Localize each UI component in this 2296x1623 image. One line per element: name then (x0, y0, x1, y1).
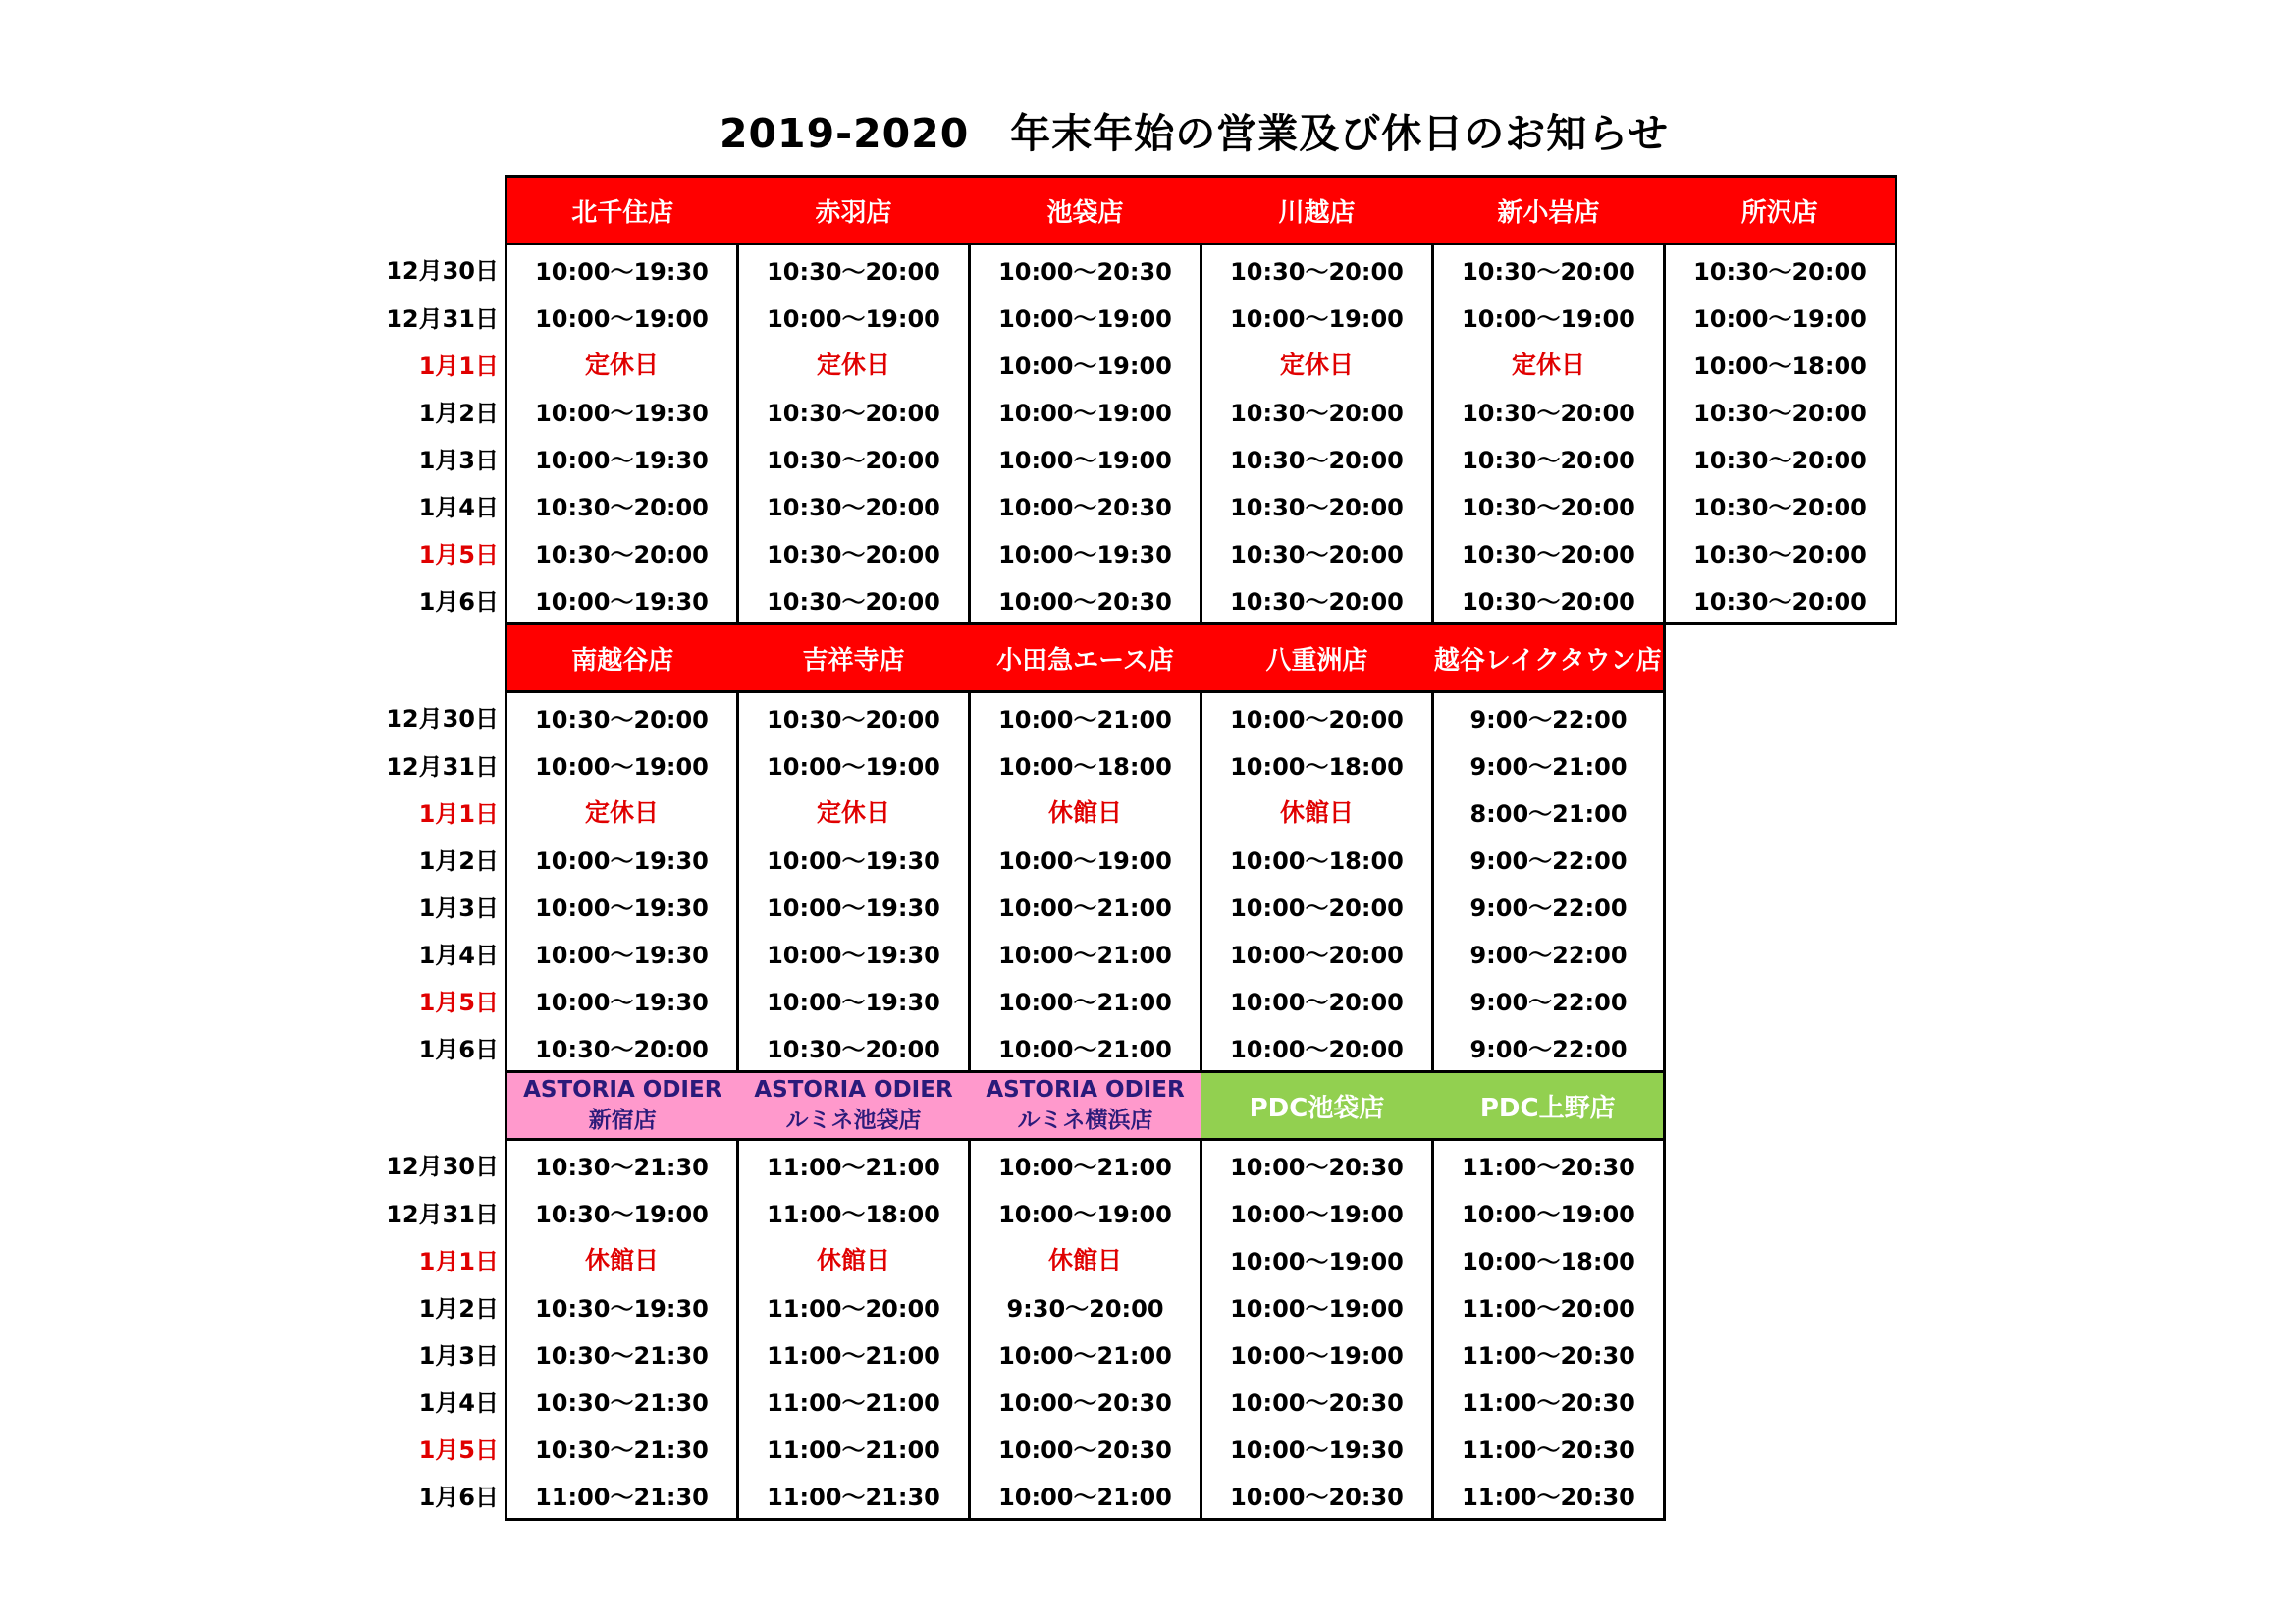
table-row (373, 1235, 1665, 1282)
date-label: 12月30日 (386, 1152, 499, 1180)
hours-cell: 11:00～20:30 (1433, 1329, 1665, 1377)
hours-cell: 10:00～21:00 (970, 882, 1201, 929)
hours-cell: 10:30～21:30 (507, 1377, 738, 1424)
hours-cell: 11:00～21:00 (738, 1424, 970, 1471)
store-header: PDC上野店 (1433, 1072, 1665, 1140)
hours-cell: 10:30～21:30 (507, 1424, 738, 1471)
table-row (373, 1424, 1665, 1471)
table-row (373, 293, 1896, 340)
hours-cell: 11:00～21:30 (738, 1471, 970, 1520)
date-label: 1月3日 (418, 446, 499, 474)
date-label: 1月4日 (418, 941, 499, 969)
store-header: 越谷レイクタウン店 (1433, 624, 1665, 692)
hours-cell: 定休日 (507, 787, 738, 835)
hours-cell: 10:00～19:00 (970, 1188, 1201, 1235)
hours-cell: 定休日 (1433, 340, 1665, 387)
hours-cell: 10:00～20:30 (1201, 1471, 1433, 1520)
hours-cell: 10:30～20:00 (1201, 244, 1433, 294)
hours-cell: 10:00～19:30 (507, 387, 738, 434)
store-header: ASTORIA ODIER 新宿店 (507, 1072, 738, 1140)
hours-cell: 10:00～19:00 (1433, 293, 1665, 340)
hours-cell: 10:30～20:00 (1665, 244, 1896, 294)
store-header: 池袋店 (970, 177, 1201, 244)
table-row (373, 1023, 1665, 1072)
hours-cell: 10:30～19:30 (507, 1282, 738, 1329)
hours-cell: 10:00～19:30 (507, 976, 738, 1023)
date-label: 1月4日 (418, 493, 499, 521)
hours-cell: 10:00～19:00 (1201, 1282, 1433, 1329)
date-label: 12月30日 (386, 704, 499, 732)
date-label: 1月5日 (418, 988, 499, 1016)
hours-cell: 11:00～20:00 (738, 1282, 970, 1329)
hours-cell: 10:30～20:00 (738, 692, 970, 741)
hours-cell: 10:00～19:00 (738, 740, 970, 787)
hours-cell: 10:00～20:30 (1201, 1140, 1433, 1189)
store-header: ASTORIA ODIER ルミネ横浜店 (970, 1072, 1201, 1140)
table-row (373, 976, 1665, 1023)
store-header: 川越店 (1201, 177, 1433, 244)
store-header: ASTORIA ODIER ルミネ池袋店 (738, 1072, 970, 1140)
hours-cell: 定休日 (738, 340, 970, 387)
hours-cell: 10:30～20:00 (738, 434, 970, 481)
hours-cell: 10:30～21:30 (507, 1140, 738, 1189)
hours-cell: 10:30～20:00 (1201, 528, 1433, 575)
hours-cell: 11:00～21:30 (507, 1471, 738, 1520)
table-row (373, 340, 1896, 387)
table-row (373, 882, 1665, 929)
table-row (373, 575, 1896, 624)
hours-cell: 10:30～20:00 (738, 575, 970, 624)
table-row (373, 1140, 1665, 1189)
table-row (373, 387, 1896, 434)
store-header: PDC池袋店 (1201, 1072, 1433, 1140)
hours-cell: 10:00～21:00 (970, 1471, 1201, 1520)
hours-cell: 10:00～19:00 (738, 293, 970, 340)
hours-cell: 9:00～22:00 (1433, 692, 1665, 741)
hours-cell: 10:30～20:00 (1665, 481, 1896, 528)
store-header: 北千住店 (507, 177, 738, 244)
table-row (373, 244, 1896, 294)
hours-cell: 10:00～19:00 (1201, 293, 1433, 340)
hours-cell: 10:00～21:00 (970, 929, 1201, 976)
table-row (373, 481, 1896, 528)
hours-cell: 10:00～19:00 (970, 434, 1201, 481)
hours-cell: 10:30～20:00 (507, 692, 738, 741)
hours-cell: 11:00～20:30 (1433, 1377, 1665, 1424)
hours-cell: 11:00～20:30 (1433, 1424, 1665, 1471)
hours-cell: 10:00～19:30 (738, 929, 970, 976)
hours-cell: 10:30～20:00 (1433, 244, 1665, 294)
table-row (373, 528, 1896, 575)
hours-cell: 休館日 (970, 787, 1201, 835)
hours-cell: 10:30～20:00 (738, 528, 970, 575)
store-header: 吉祥寺店 (738, 624, 970, 692)
hours-cell: 9:00～22:00 (1433, 976, 1665, 1023)
hours-cell: 10:00～20:30 (1201, 1377, 1433, 1424)
hours-cell: 休館日 (970, 1235, 1201, 1282)
hours-cell: 10:00～19:30 (507, 434, 738, 481)
hours-cell: 10:00～19:30 (738, 835, 970, 882)
store-header: 新小岩店 (1433, 177, 1665, 244)
store-header: 小田急エース店 (970, 624, 1201, 692)
hours-cell: 10:30～20:00 (1433, 434, 1665, 481)
hours-cell: 11:00～20:30 (1433, 1140, 1665, 1189)
hours-cell: 10:00～19:30 (507, 244, 738, 294)
hours-cell: 10:00～21:00 (970, 1023, 1201, 1072)
hours-cell: 8:00～21:00 (1433, 787, 1665, 835)
hours-cell: 10:00～19:00 (1433, 1188, 1665, 1235)
hours-cell: 10:00～20:30 (970, 1377, 1201, 1424)
hours-cell: 10:30～20:00 (1433, 481, 1665, 528)
hours-cell: 10:00～20:00 (1201, 976, 1433, 1023)
hours-cell: 11:00～21:00 (738, 1329, 970, 1377)
table-row (373, 1377, 1665, 1424)
hours-cell: 9:00～22:00 (1433, 882, 1665, 929)
table-row (373, 692, 1665, 741)
corner-blank (373, 1072, 507, 1140)
date-label: 1月2日 (418, 399, 499, 427)
hours-cell: 9:30～20:00 (970, 1282, 1201, 1329)
date-label: 12月31日 (386, 304, 499, 333)
hours-cell: 10:30～20:00 (738, 387, 970, 434)
hours-cell: 10:00～18:00 (1201, 835, 1433, 882)
hours-cell: 10:00～21:00 (970, 976, 1201, 1023)
hours-cell: 定休日 (738, 787, 970, 835)
date-label: 1月1日 (418, 1247, 499, 1275)
table-row (373, 434, 1896, 481)
hours-cell: 10:00～19:00 (1665, 293, 1896, 340)
hours-cell: 9:00～22:00 (1433, 929, 1665, 976)
date-label: 1月3日 (418, 893, 499, 922)
store-header: 赤羽店 (738, 177, 970, 244)
hours-cell: 10:30～19:00 (507, 1188, 738, 1235)
hours-cell: 10:30～20:00 (1201, 575, 1433, 624)
hours-cell: 10:30～20:00 (1665, 528, 1896, 575)
hours-cell: 10:00～20:30 (970, 575, 1201, 624)
hours-cell: 休館日 (507, 1235, 738, 1282)
hours-cell: 休館日 (738, 1235, 970, 1282)
hours-cell: 休館日 (1201, 787, 1433, 835)
hours-cell: 10:00～19:00 (507, 740, 738, 787)
page-title: 2019-2020 年末年始の営業及び休日のお知らせ (719, 110, 1669, 157)
hours-cell: 10:30～20:00 (1201, 434, 1433, 481)
hours-cell: 10:30～20:00 (1433, 387, 1665, 434)
date-label: 1月6日 (418, 588, 499, 617)
hours-cell: 10:00～18:00 (1433, 1235, 1665, 1282)
hours-cell: 10:00～21:00 (970, 1329, 1201, 1377)
hours-cell: 10:00～20:30 (970, 481, 1201, 528)
table-row (373, 1188, 1665, 1235)
hours-cell: 10:00～19:00 (970, 340, 1201, 387)
hours-cell: 10:30～20:00 (1665, 575, 1896, 624)
hours-cell: 10:00～19:00 (1201, 1235, 1433, 1282)
hours-cell: 10:30～20:00 (1665, 387, 1896, 434)
corner-blank (373, 624, 507, 692)
hours-cell: 10:00～19:00 (1201, 1329, 1433, 1377)
hours-cell: 10:00～19:00 (970, 387, 1201, 434)
date-label: 12月30日 (386, 256, 499, 285)
date-label: 12月31日 (386, 1200, 499, 1228)
hours-cell: 10:00～19:00 (970, 293, 1201, 340)
hours-cell: 10:30～20:00 (738, 481, 970, 528)
hours-cell: 10:00～19:30 (507, 929, 738, 976)
hours-cell: 10:00～19:00 (970, 835, 1201, 882)
schedule-table-2 (373, 622, 1666, 1073)
hours-cell: 10:00～20:30 (970, 1424, 1201, 1471)
schedule-table-1 (373, 175, 1897, 625)
table-row (373, 1329, 1665, 1377)
table-row (373, 835, 1665, 882)
hours-cell: 10:30～20:00 (1201, 481, 1433, 528)
store-header: 南越谷店 (507, 624, 738, 692)
hours-cell: 10:30～20:00 (1201, 387, 1433, 434)
hours-cell: 11:00～20:00 (1433, 1282, 1665, 1329)
hours-cell: 10:00～21:00 (970, 692, 1201, 741)
hours-cell: 10:00～20:00 (1201, 1023, 1433, 1072)
hours-cell: 10:00～20:00 (1201, 692, 1433, 741)
table-row (373, 1282, 1665, 1329)
date-label: 1月5日 (418, 540, 499, 568)
corner-blank (373, 177, 507, 244)
table-row (373, 929, 1665, 976)
hours-cell: 定休日 (507, 340, 738, 387)
hours-cell: 10:00～19:30 (970, 528, 1201, 575)
table-row (373, 740, 1665, 787)
date-label: 1月4日 (418, 1388, 499, 1417)
hours-cell: 10:30～20:00 (738, 1023, 970, 1072)
store-header: 所沢店 (1665, 177, 1896, 244)
hours-cell: 10:30～20:00 (507, 528, 738, 575)
hours-cell: 10:30～20:00 (1433, 528, 1665, 575)
hours-cell: 10:00～19:30 (738, 976, 970, 1023)
hours-cell: 10:00～18:00 (1665, 340, 1896, 387)
hours-cell: 10:00～21:00 (970, 1140, 1201, 1189)
date-label: 1月2日 (418, 1294, 499, 1323)
hours-cell: 11:00～21:00 (738, 1140, 970, 1189)
date-label: 1月1日 (418, 799, 499, 828)
hours-cell: 10:30～20:00 (507, 1023, 738, 1072)
hours-cell: 10:30～20:00 (1665, 434, 1896, 481)
hours-cell: 10:00～19:00 (507, 293, 738, 340)
date-label: 1月5日 (418, 1435, 499, 1464)
schedule-table-3 (373, 1070, 1666, 1521)
hours-cell: 10:00～18:00 (970, 740, 1201, 787)
date-label: 12月31日 (386, 752, 499, 781)
hours-cell: 10:30～20:00 (507, 481, 738, 528)
date-label: 1月2日 (418, 846, 499, 875)
date-label: 1月6日 (418, 1484, 499, 1512)
hours-cell: 11:00～21:00 (738, 1377, 970, 1424)
hours-cell: 9:00～21:00 (1433, 740, 1665, 787)
hours-cell: 10:00～19:00 (1201, 1188, 1433, 1235)
hours-cell: 10:00～19:30 (507, 882, 738, 929)
hours-cell: 定休日 (1201, 340, 1433, 387)
hours-cell: 10:00～18:00 (1201, 740, 1433, 787)
table-row (373, 1471, 1665, 1520)
hours-cell: 10:30～20:00 (738, 244, 970, 294)
hours-cell: 10:00～19:30 (738, 882, 970, 929)
hours-cell: 11:00～18:00 (738, 1188, 970, 1235)
hours-cell: 9:00～22:00 (1433, 835, 1665, 882)
hours-cell: 9:00～22:00 (1433, 1023, 1665, 1072)
hours-cell: 10:30～21:30 (507, 1329, 738, 1377)
store-header: 八重洲店 (1201, 624, 1433, 692)
table-row (373, 787, 1665, 835)
hours-cell: 10:00～20:00 (1201, 929, 1433, 976)
date-label: 1月6日 (418, 1036, 499, 1064)
hours-cell: 10:00～19:30 (507, 835, 738, 882)
date-label: 1月3日 (418, 1341, 499, 1370)
date-label: 1月1日 (418, 352, 499, 380)
hours-cell: 10:00～19:30 (507, 575, 738, 624)
hours-cell: 11:00～20:30 (1433, 1471, 1665, 1520)
hours-cell: 10:00～19:30 (1201, 1424, 1433, 1471)
hours-cell: 10:00～20:00 (1201, 882, 1433, 929)
hours-cell: 10:30～20:00 (1433, 575, 1665, 624)
hours-cell: 10:00～20:30 (970, 244, 1201, 294)
